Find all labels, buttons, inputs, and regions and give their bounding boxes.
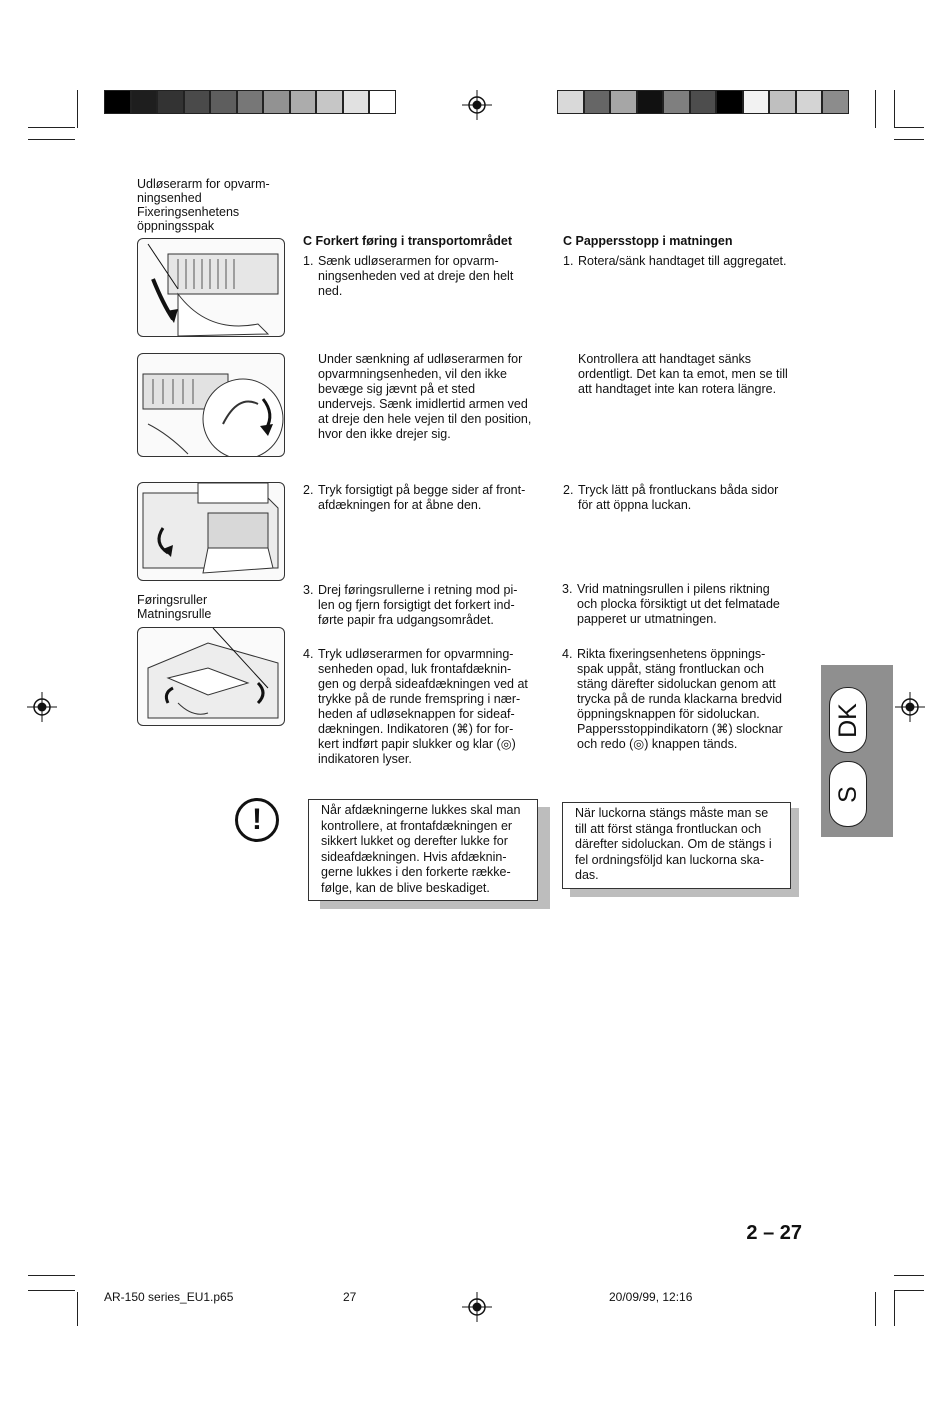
text-line: ordentligt. Det kan ta emot, men se till xyxy=(578,367,788,381)
text-line: trykke på de runde fremspring i nær- xyxy=(318,692,521,706)
color-swatch xyxy=(743,90,770,114)
text-line: sideafdækningen. Hvis afdæknin- xyxy=(321,849,507,864)
swedish-step-3 xyxy=(562,582,800,627)
callout-line: Matningsrulle xyxy=(137,607,212,621)
figure-callout xyxy=(137,593,287,621)
text-line: Tryk forsigtigt på begge sider af front- xyxy=(318,483,526,497)
step-number: 1. xyxy=(563,254,574,268)
text-line: När luckorna stängs måste man se xyxy=(575,806,769,820)
color-swatch xyxy=(316,90,343,114)
illustration-front-cover-open xyxy=(137,482,285,581)
text-line: Kontrollera att handtaget sänks xyxy=(578,352,752,366)
color-swatch xyxy=(822,90,849,114)
color-swatch xyxy=(369,90,396,114)
text-line: Tryck lätt på frontluckans båda sidor xyxy=(578,483,779,497)
callout-line: Fixeringsenhetens xyxy=(137,205,240,219)
text-line: undervejs. Sænk imidlertid armen ved xyxy=(318,397,528,411)
danish-column xyxy=(303,234,543,248)
text-line: gerne lukkes i den forkerte række- xyxy=(321,865,511,879)
color-swatch xyxy=(131,90,158,114)
text-line: papperet ur utmatningen. xyxy=(577,612,717,626)
step-number: 4. xyxy=(303,647,314,661)
color-swatch xyxy=(104,90,131,114)
figure-callout xyxy=(137,177,287,233)
text-line: opvarmningsenheden, vil den ikke xyxy=(318,367,508,381)
step-number: 1. xyxy=(303,254,314,268)
text-line: følge, kan de blive beskadiget. xyxy=(321,880,490,895)
text-line: Rotera/sänk handtaget till aggregatet. xyxy=(578,254,787,268)
text-line: Tryk udløserarmen for opvarmning- xyxy=(318,647,514,661)
swedish-column xyxy=(563,234,803,248)
text-line: førte papir fra udgangsområdet. xyxy=(318,613,494,627)
text-line: heden af udløseknappen for sideaf- xyxy=(318,707,515,721)
step-number: 2. xyxy=(563,483,574,497)
registration-mark-top xyxy=(462,90,492,120)
text-line: och plocka försiktigt ut det felmatade xyxy=(577,597,780,611)
color-swatch xyxy=(716,90,743,114)
color-swatch xyxy=(796,90,823,114)
caution-icon xyxy=(235,798,279,842)
callout-line: Udløserarm for opvarm- xyxy=(137,177,270,191)
swedish-step-4 xyxy=(562,647,800,752)
color-swatch xyxy=(184,90,211,114)
registration-mark-bottom xyxy=(462,1292,492,1322)
step-number: 3. xyxy=(562,582,573,596)
language-tab-dk xyxy=(829,687,867,753)
language-tab xyxy=(821,665,893,837)
text-line: bevæge sig jævnt på et sted xyxy=(318,382,476,396)
section-heading: C Pappersstopp i matningen xyxy=(563,234,733,248)
swedish-step-1 xyxy=(563,254,803,269)
color-swatch xyxy=(210,90,237,114)
callout-line: ningsenhed xyxy=(137,191,202,205)
callout-line: Føringsruller xyxy=(137,593,208,607)
language-label: S xyxy=(833,785,862,803)
color-swatch xyxy=(263,90,290,114)
danish-step-1-note xyxy=(318,352,543,442)
swedish-caution-box xyxy=(562,802,791,889)
text-line: Vrid matningsrullen i pilens riktning xyxy=(577,582,770,596)
illustration-feed-rollers xyxy=(137,627,285,726)
color-swatch xyxy=(290,90,317,114)
text-line: Drej føringsrullerne i retning mod pi- xyxy=(318,583,518,597)
text-line: ned. xyxy=(318,284,343,298)
text-line: kert indført papir slukker og klar (◎) xyxy=(318,737,516,751)
danish-step-3 xyxy=(303,583,543,628)
danish-step-4 xyxy=(303,647,543,767)
text-line: dækningen. Indikatoren (⌘) for for- xyxy=(318,722,514,736)
step-number: 4. xyxy=(562,647,573,661)
illustration-lever-lower xyxy=(137,238,285,337)
text-line: len og fjern forsigtigt det forkert ind- xyxy=(318,598,515,612)
text-line: Når afdækningerne lukkes skal man xyxy=(321,803,521,817)
color-swatch xyxy=(610,90,637,114)
text-line: att handtaget inte kan rotera längre. xyxy=(578,382,777,396)
footer-file: AR-150 series_EU1.p65 xyxy=(104,1290,234,1304)
illustration-lever-detail xyxy=(137,353,285,457)
text-line: för att öppna luckan. xyxy=(578,498,692,512)
footer-page: 27 xyxy=(343,1290,357,1304)
text-line: afdækningen for at åbne den. xyxy=(318,498,482,512)
text-line: ningsenheden ved at dreje den helt xyxy=(318,269,514,283)
text-line: hvor den ikke drejer sig. xyxy=(318,427,451,441)
text-line: Rikta fixeringsenhetens öppnings- xyxy=(577,647,766,661)
step-number: 2. xyxy=(303,483,314,497)
text-line: at dreje den hele vejen til den position, xyxy=(318,412,532,426)
color-swatch xyxy=(343,90,370,114)
caution-symbol: ! xyxy=(252,803,262,836)
color-swatch xyxy=(157,90,184,114)
color-swatch xyxy=(690,90,717,114)
text-line: stäng därefter sidoluckan genom att xyxy=(577,677,776,691)
text-line: sikkert lukket og derefter lukke for xyxy=(321,834,508,848)
text-line: trycka på de runda klackarna bredvid xyxy=(577,692,782,706)
text-line: spak uppåt, stäng frontluckan och xyxy=(577,662,764,676)
text-line: till att först stänga frontluckan och xyxy=(575,821,762,836)
swedish-step-1-note xyxy=(578,352,799,397)
language-label: DK xyxy=(833,702,862,738)
color-swatch xyxy=(769,90,796,114)
danish-caution-box xyxy=(308,799,538,901)
language-tab-s xyxy=(829,761,867,827)
step-number: 3. xyxy=(303,583,314,597)
text-line: senheden opad, luk frontafdæknin- xyxy=(318,662,512,676)
section-heading: C Forkert føring i transportområdet xyxy=(303,234,513,248)
danish-step-1 xyxy=(303,254,543,299)
text-line: Pappersstoppindikatorn (⌘) slocknar xyxy=(577,722,783,736)
text-line: indikatoren lyser. xyxy=(318,752,412,766)
text-line: Sænk udløserarmen for opvarm- xyxy=(318,254,499,268)
text-line: därefter sidoluckan. Om de stängs i xyxy=(575,837,772,851)
text-line: kontrollere, at frontafdækningen er xyxy=(321,818,513,833)
registration-mark-left xyxy=(27,692,57,722)
color-swatch xyxy=(663,90,690,114)
danish-step-2 xyxy=(303,483,543,513)
page-number: 2 – 27 xyxy=(746,1222,802,1244)
registration-mark-right xyxy=(895,692,925,722)
text-line: gen og derpå sideafdækningen ved at xyxy=(318,677,528,691)
color-swatch xyxy=(584,90,611,114)
text-line: Under sænkning af udløserarmen for xyxy=(318,352,523,366)
footer-date: 20/09/99, 12:16 xyxy=(609,1290,693,1304)
text-line: öppningsknappen för sidoluckan. xyxy=(577,707,760,721)
step-text xyxy=(318,254,543,299)
color-swatch xyxy=(237,90,264,114)
callout-line: öppningsspak xyxy=(137,219,215,233)
text-line: och redo (◎) knappen tänds. xyxy=(577,737,738,751)
color-swatch xyxy=(637,90,664,114)
swedish-step-2 xyxy=(563,483,803,513)
color-swatch xyxy=(557,90,584,114)
text-line: fel ordningsföljd kan luckorna ska- xyxy=(575,852,764,867)
text-line: das. xyxy=(575,868,599,882)
